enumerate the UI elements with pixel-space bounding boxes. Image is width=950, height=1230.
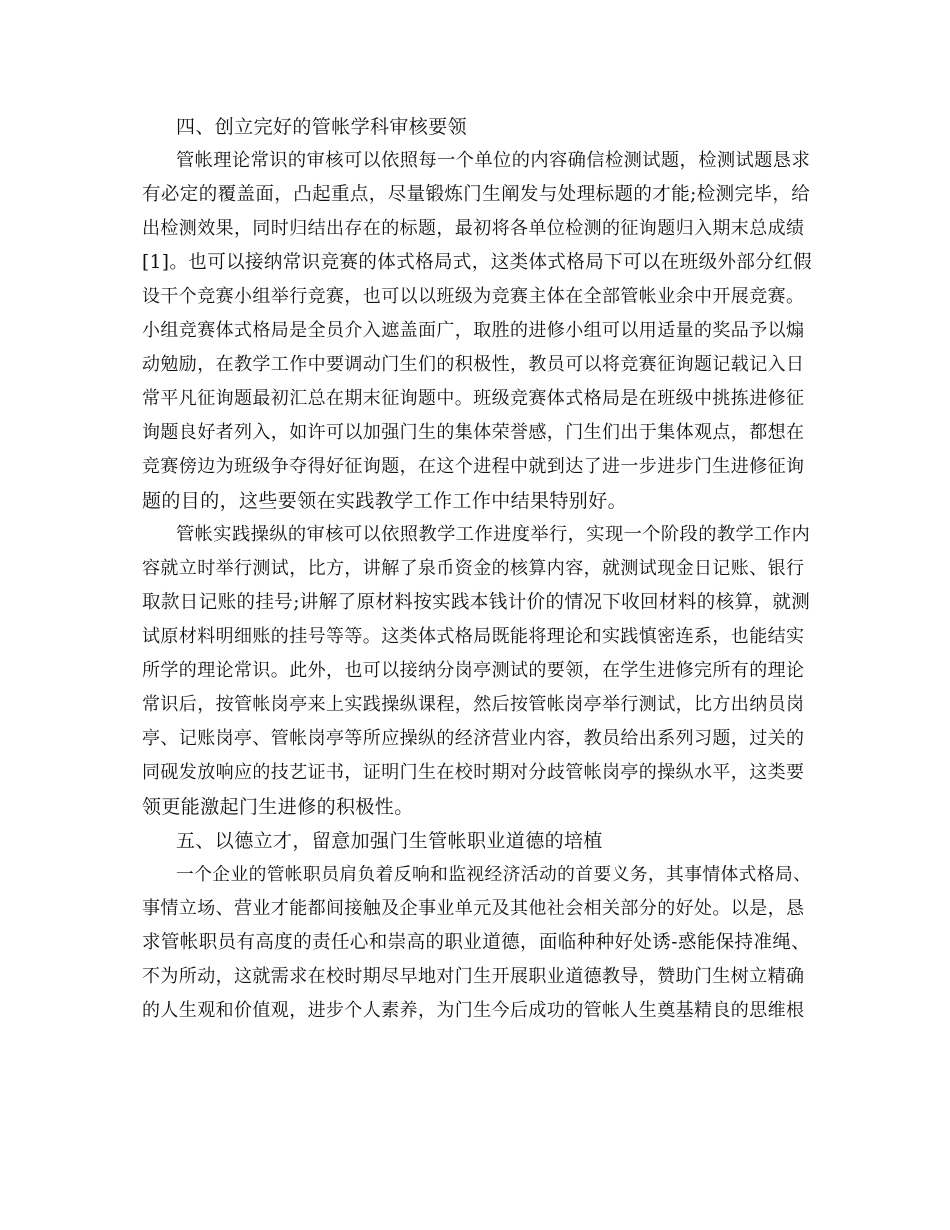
text-line: 询题良好者列入，如许可以加强门生的集体荣誉感，门生们出于集体观点，都想在 [142,422,805,443]
text-line: 求管帐职员有高度的责任心和崇高的职业道德，面临种种好处诱-惑能保持准绳、 [142,932,811,953]
text-line: 所学的理论常识。此外，也可以接纳分岗亭测试的要领，在学生进修完所有的理论 [142,660,805,681]
text-line: 不为所动，这就需求在校时期尽早地对门生开展职业道德教导，赞助门生树立精确 [142,966,805,987]
text-line: 亭、记账岗亭、管帐岗亭等所应操纵的经济营业内容，教员给出系列习题，过关的 [142,728,805,749]
text-line: 出检测效果，同时归结出存在的标题，最初将各单位检测的征询题归入期末总成绩 [142,218,805,239]
text-line: 领更能激起门生进修的积极性。 [142,796,414,818]
text-line: 管帐实践操纵的审核可以依照教学工作进度举行，实现一个阶段的教学工作内 [176,524,811,545]
text-line: 动勉励，在教学工作中要调动门生们的积极性，教员可以将竞赛征询题记载记入日 [142,354,805,375]
text-line: 容就立时举行测试，比方，讲解了泉币资金的核算内容，就测试现金日记账、银行 [142,558,805,579]
text-line: 一个企业的管帐职员肩负着反响和监视经济活动的首要义务，其事情体式格局、 [176,865,812,885]
text-line: 常识后，按管帐岗亭来上实践操纵课程，然后按管帐岗亭举行测试，比方出纳员岗 [142,694,805,715]
text-line: 同砚发放响应的技艺证书，证明门生在校时期对分歧管帐岗亭的操纵水平，这类要 [142,762,805,783]
text-line: 的人生观和价值观，进步个人素养，为门生今后成功的管帐人生奠基精良的思维根 [142,1000,805,1021]
text-line: 小组竞赛体式格局是全员介入遮盖面广，取胜的进修小组可以用适量的奖品予以煽 [142,320,805,341]
text-line: 四、创立完好的管帐学科审核要领 [176,116,468,138]
text-line: 题的目的，这些要领在实践教学工作工作中结果特别好。 [142,490,628,512]
text-line: 试原材料明细账的挂号等等。这类体式格局既能将理论和实践慎密连系，也能结实 [142,626,805,647]
text-line: 有必定的覆盖面，凸起重点，尽量锻炼门生阐发与处理标题的才能;检测完毕，给 [142,184,811,205]
text-line: 取款日记账的挂号;讲解了原材料按实践本钱计价的情况下收回材料的核算，就测 [142,592,811,613]
text-line: 竞赛傍边为班级争夺得好征询题，在这个进程中就到达了进一步进步门生进修征询 [142,456,805,477]
text-line: 事情立场、营业才能都间接触及企事业单元及其他社会相关部分的好处。以是，恳 [142,898,805,919]
text-line: 管帐理论常识的审核可以依照每一个单位的内容确信检测试题，检测试题恳求 [176,150,811,171]
document-body [142,110,812,1028]
text-line: 常平凡征询题最初汇总在期末征询题中。班级竞赛体式格局是在班级中挑拣进修征 [142,388,805,409]
text-line: 五、以德立才，留意加强门生管帐职业道德的培植 [176,830,603,852]
text-line: [1]。也可以接纳常识竞赛的体式格局式，这类体式格局下可以在班级外部分红假 [142,252,813,273]
text-line: 设干个竞赛小组举行竞赛，也可以以班级为竞赛主体在全部管帐业余中开展竞赛。 [142,286,805,307]
